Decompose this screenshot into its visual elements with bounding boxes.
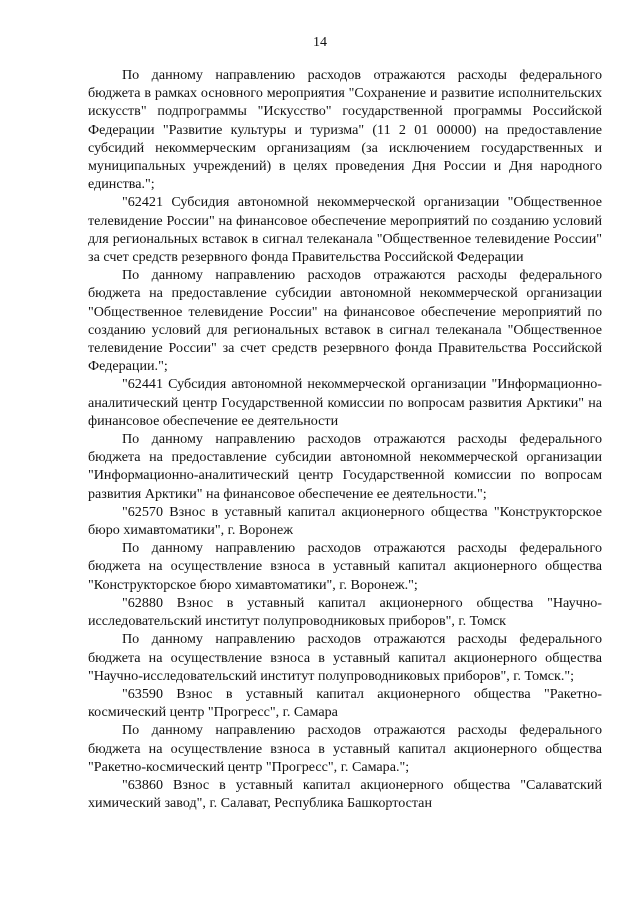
paragraph-3: По данному направлению расходов отражаются расходы федерального бюджета на предоставление субсидии автономной некоммерческой организации "Общественное телевидение России" на финансовое обеспечение мероприятий по созданию условий для региональных вставок в сигнал телеканала "Общественное телевидение России" за счет средств резервного фонда Правительства Российской Федерации."; <box>88 267 602 375</box>
paragraph-1: По данному направлению расходов отражаются расходы федерального бюджета в рамках основного мероприятия "Сохранение и развитие исполнительских искусств" подпрограммы "Искусство" государственной программы Российской Федерации "Развитие культуры и туризма" (11 2 01 00000) на предоставление субсидий некоммерческим организациям (за исключением государственных и муниципальных учреждений) в целях проведения Дня России и Дня народного единства."; <box>88 67 602 193</box>
paragraph-4: "62441 Субсидия автономной некоммерческой организации "Информационно-аналитический центр Государственной комиссии по вопросам развития Арктики" на финансовое обеспечение ее деятельности <box>88 376 602 429</box>
paragraph-2: "62421 Субсидия автономной некоммерческой организации "Общественное телевидение России" на финансовое обеспечение мероприятий по созданию условий для региональных вставок в сигнал телеканала "Общественное телевидение России" за счет средств резервного фонда Правительства Российской Федерации <box>88 194 602 266</box>
paragraph-10: "63590 Взнос в уставный капитал акционерного общества "Ракетно-космический центр "Прогресс", г. Самара <box>88 685 602 721</box>
paragraph-11: По данному направлению расходов отражаются расходы федерального бюджета на осуществление взноса в уставный капитал акционерного общества "Ракетно-космический центр "Прогресс", г. Самара."; <box>88 722 602 775</box>
paragraph-7: По данному направлению расходов отражаются расходы федерального бюджета на осуществление взноса в уставный капитал акционерного общества "Конструкторское бюро химавтоматики", г. Воронеж."; <box>88 540 602 593</box>
paragraph-5: По данному направлению расходов отражаются расходы федерального бюджета на предоставление субсидии автономной некоммерческой организации "Информационно-аналитический центр Государственной комиссии по вопросам развития Арктики" на финансовое обеспечение ее деятельности."; <box>88 431 602 502</box>
paragraph-8: "62880 Взнос в уставный капитал акционерного общества "Научно-исследовательский институт полупроводниковых приборов", г. Томск <box>88 594 602 630</box>
paragraph-12: "63860 Взнос в уставный капитал акционерного общества "Салаватский химический завод", г. Салават, Республика Башкортостан <box>88 776 602 812</box>
page-number: 14 <box>313 35 327 50</box>
paragraph-6: "62570 Взнос в уставный капитал акционерного общества "Конструкторское бюро химавтоматики", г. Воронеж <box>88 503 602 539</box>
paragraph-9: По данному направлению расходов отражаются расходы федерального бюджета на осуществление взноса в уставный капитал акционерного общества "Научно-исследовательский институт полупроводниковых приборов", г. Томск."; <box>88 631 602 684</box>
document-body <box>88 66 602 812</box>
